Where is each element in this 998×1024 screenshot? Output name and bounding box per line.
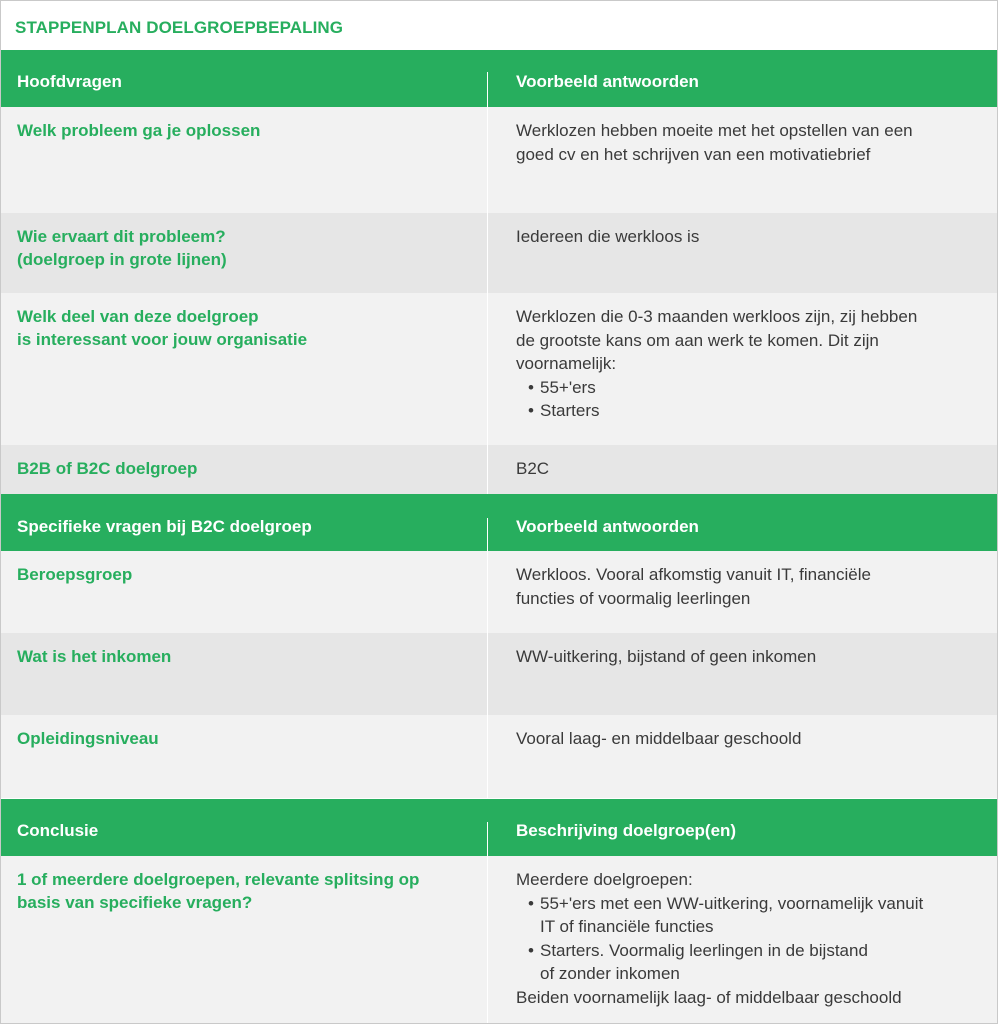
question-line: basis van specifieke vragen? — [17, 893, 253, 912]
column-divider — [487, 445, 488, 494]
column-divider — [487, 213, 488, 293]
question-cell — [17, 563, 467, 586]
bullet-item: • Starters — [528, 401, 600, 420]
bullet-item: • 55+'ers met een WW-uitkering, voornamelijk vanuit — [528, 893, 924, 913]
question-line: Welk probleem ga je oplossen — [17, 121, 261, 140]
answer-line: Werkloos. Vooral afkomstig vanuit IT, financiële — [516, 565, 871, 584]
header-divider — [487, 822, 488, 856]
answer-line: B2C — [516, 459, 550, 478]
column-divider — [487, 107, 488, 213]
bullet-text: Starters. Voormalig leerlingen in de bijstand — [540, 940, 868, 960]
page-title: STAPPENPLAN DOELGROEPBEPALING — [15, 18, 344, 37]
question-line: Wat is het inkomen — [17, 647, 172, 666]
section2-header-col2: Voorbeeld antwoorden — [516, 517, 699, 536]
section3-header-col1: Conclusie — [17, 821, 99, 840]
bullet-item: • Starters. Voormalig leerlingen in de bijstand — [528, 940, 868, 960]
table-row — [1, 293, 997, 445]
question-cell — [17, 457, 467, 480]
question-line: Welk deel van deze doelgroep — [17, 307, 259, 326]
section1-header — [1, 50, 997, 107]
table-row — [1, 551, 997, 633]
answer-line: Werklozen hebben moeite met het opstellen van een — [516, 121, 913, 140]
column-divider — [487, 715, 488, 798]
table-row — [1, 107, 997, 213]
column-divider — [487, 856, 488, 1023]
answer-line: Beiden voornamelijk laag- of middelbaar geschoold — [516, 987, 902, 1007]
bullet-text: 55+'ers met een WW-uitkering, voornamelijk vanuit — [540, 893, 924, 913]
bullet-text: 55+'ers — [540, 377, 596, 397]
table-row — [1, 633, 997, 715]
question-line: Beroepsgroep — [17, 565, 133, 584]
table-row — [1, 445, 997, 494]
answer-line: Werklozen die 0-3 maanden werkloos zijn, zij hebben — [516, 307, 918, 326]
answer-cell — [516, 305, 986, 423]
answer-line: Vooral laag- en middelbaar geschoold — [516, 729, 802, 748]
answer-cell — [516, 645, 986, 669]
answer-cell — [516, 119, 986, 166]
section2-header-col1: Specifieke vragen bij B2C doelgroep — [17, 517, 312, 536]
question-line: Wie ervaart dit probleem? — [17, 227, 226, 246]
answer-line: de grootste kans om aan werk te komen. Dit zijn — [516, 330, 879, 350]
header-divider — [487, 72, 488, 107]
section3-header-col2: Beschrijving doelgroep(en) — [516, 821, 737, 840]
bullet-continuation: of zonder inkomen — [540, 964, 680, 983]
answer-line: functies of voormalig leerlingen — [516, 588, 751, 608]
question-cell — [17, 225, 467, 271]
question-line: is interessant voor jouw organisatie — [17, 330, 308, 349]
question-cell — [17, 645, 467, 668]
question-cell — [17, 868, 467, 914]
answer-cell — [516, 868, 986, 1009]
question-line: 1 of meerdere doelgroepen, relevante splitsing op — [17, 870, 420, 889]
table-row — [1, 213, 997, 293]
section2-header — [1, 494, 997, 551]
question-line: (doelgroep in grote lijnen) — [17, 250, 227, 269]
bullet-text: Starters — [540, 401, 600, 420]
section1-header-col2: Voorbeeld antwoorden — [516, 72, 699, 91]
column-divider — [487, 293, 488, 445]
section1-header-col1: Hoofdvragen — [17, 72, 122, 91]
header-divider — [487, 518, 488, 551]
column-divider — [487, 551, 488, 633]
answer-line: goed cv en het schrijven van een motivatiebrief — [516, 144, 871, 164]
table-row — [1, 856, 997, 1023]
answer-cell — [516, 563, 986, 610]
column-divider — [487, 633, 488, 715]
question-cell — [17, 119, 467, 142]
answer-cell — [516, 727, 986, 751]
question-cell — [17, 727, 467, 750]
answer-line: voornamelijk: — [516, 354, 617, 373]
table-row — [1, 715, 997, 798]
answer-line: WW-uitkering, bijstand of geen inkomen — [516, 647, 817, 666]
answer-cell — [516, 457, 986, 481]
bullet-continuation: IT of financiële functies — [540, 917, 714, 936]
question-line: Opleidingsniveau — [17, 729, 159, 748]
question-cell — [17, 305, 467, 351]
answer-line: Iedereen die werkloos is — [516, 227, 700, 246]
question-line: B2B of B2C doelgroep — [17, 459, 198, 478]
answer-cell — [516, 225, 986, 249]
answer-line: Meerdere doelgroepen: — [516, 870, 693, 889]
section3-header — [1, 799, 997, 856]
bullet-item: • 55+'ers — [528, 377, 596, 397]
